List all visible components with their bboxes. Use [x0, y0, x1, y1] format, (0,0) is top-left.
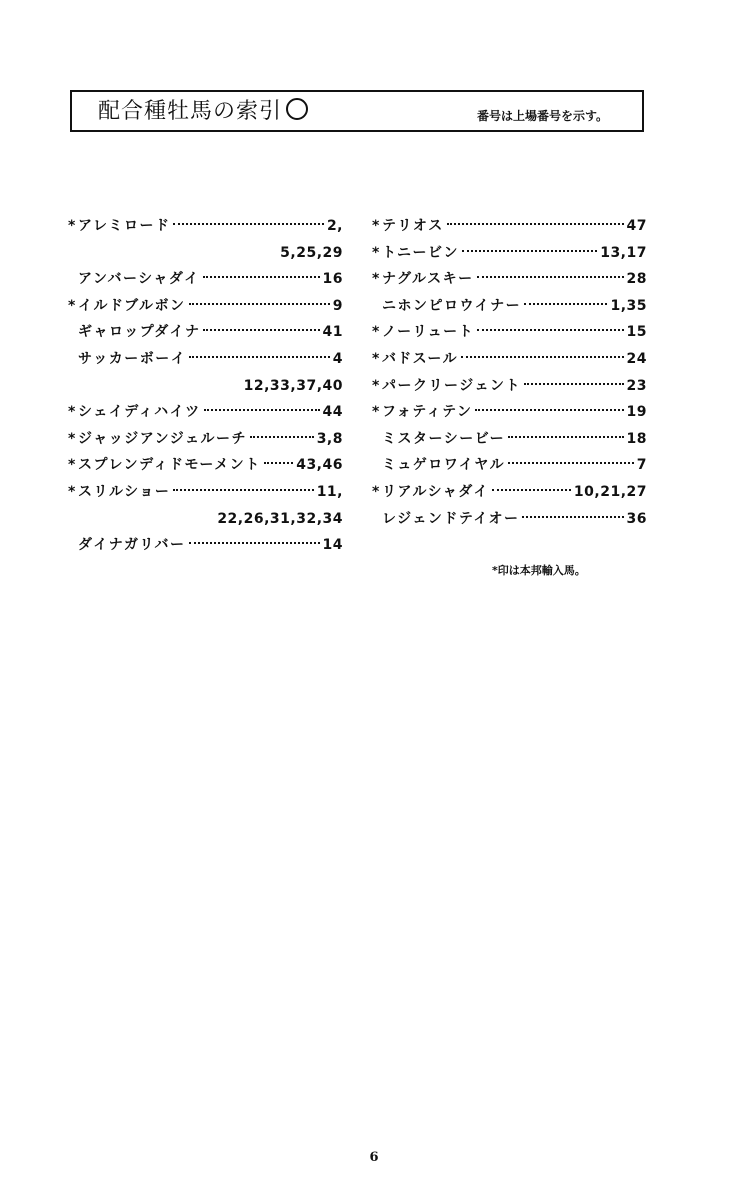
page-numbers: 11,	[316, 483, 343, 500]
page-numbers: 16	[322, 271, 343, 288]
index-entry	[68, 293, 343, 320]
dot-leader	[477, 329, 623, 331]
dot-leader	[508, 462, 634, 464]
dot-leader	[203, 276, 320, 278]
import-footnote: *印は本邦輸入馬。	[492, 564, 586, 577]
dot-leader	[203, 329, 319, 331]
index-title-text: 配合種牡馬の索引	[98, 99, 283, 124]
stallion-name: テリオス	[382, 218, 444, 234]
stallion-name: ナグルスキー	[382, 271, 474, 288]
page-numbers-continued: 22,26,31,32,34	[217, 510, 343, 527]
dot-leader	[264, 462, 293, 464]
stallion-name: ニホンピロウイナー	[382, 297, 522, 314]
import-marker: *	[372, 350, 380, 367]
page-numbers-continued: 12,33,37,40	[243, 377, 343, 394]
index-entry	[68, 213, 343, 240]
index-entry	[68, 346, 343, 373]
stallion-name: パークリージェント	[382, 377, 521, 394]
page-numbers: 10,21,27	[573, 483, 647, 500]
dot-leader	[524, 303, 607, 305]
dot-leader	[492, 489, 571, 491]
stallion-name: アンバーシャダイ	[78, 271, 200, 288]
dot-leader	[173, 489, 313, 491]
dot-leader	[189, 303, 330, 305]
page-numbers: 13,17	[600, 244, 647, 261]
page-numbers-continued: 5,25,29	[280, 244, 343, 261]
dot-leader	[189, 542, 320, 544]
circle-icon	[286, 98, 308, 120]
import-marker: *	[68, 218, 76, 234]
page-numbers: 3,8	[316, 430, 343, 447]
import-marker: *	[372, 483, 380, 500]
import-marker: *	[68, 404, 76, 421]
dot-leader	[475, 409, 623, 411]
import-marker: *	[68, 457, 76, 474]
page-numbers: 44	[322, 404, 343, 421]
stallion-name: イルドブルボン	[78, 297, 186, 314]
page-numbers: 1,35	[610, 297, 647, 314]
dot-leader	[447, 223, 624, 225]
stallion-name: トニービン	[382, 244, 459, 261]
stallion-name: サッカーボーイ	[78, 350, 187, 367]
import-marker: *	[372, 377, 380, 394]
dot-leader	[508, 436, 623, 438]
page-numbers: 41	[322, 324, 343, 341]
dot-leader	[250, 436, 314, 438]
import-marker: *	[68, 483, 76, 500]
index-entry	[68, 452, 343, 479]
stallion-name: スリルショー	[78, 483, 171, 500]
index-entry	[372, 319, 647, 346]
right-index-column	[372, 213, 647, 532]
index-entry	[372, 240, 647, 267]
page-numbers: 36	[626, 510, 647, 527]
index-header-box	[70, 90, 644, 132]
import-marker: *	[68, 297, 76, 314]
dot-leader	[173, 223, 323, 225]
index-entry	[372, 346, 647, 373]
stallion-name: ジャッジアンジェルーチ	[78, 430, 248, 447]
page-numbers: 19	[626, 404, 647, 421]
dot-leader	[461, 356, 623, 358]
stallion-name: リアルシャダイ	[382, 483, 490, 500]
page-numbers: 28	[626, 271, 647, 288]
dot-leader	[477, 276, 624, 278]
index-entry	[372, 373, 647, 400]
stallion-name: アレミロード	[78, 218, 171, 234]
index-entry	[372, 266, 647, 293]
page-numbers: 24	[626, 350, 647, 367]
dot-leader	[462, 250, 597, 252]
dot-leader	[204, 409, 320, 411]
page-numbers: 2,	[326, 218, 343, 234]
index-entry	[372, 213, 647, 240]
page-numbers: 4	[332, 350, 343, 367]
page-numbers: 23	[626, 377, 647, 394]
import-marker: *	[372, 271, 380, 288]
stallion-name: ギャロップダイナ	[78, 324, 201, 341]
index-entry	[372, 399, 647, 426]
index-entry	[68, 266, 343, 293]
index-entry	[68, 399, 343, 426]
index-entry	[68, 426, 343, 453]
stallion-name: ミスターシービー	[382, 430, 506, 447]
page-numbers: 18	[626, 430, 647, 447]
import-marker: *	[372, 404, 380, 421]
dot-leader	[522, 516, 623, 518]
import-marker: *	[372, 218, 380, 234]
dot-leader	[189, 356, 330, 358]
stallion-name: ダイナガリバー	[78, 537, 186, 554]
stallion-name: バドスール	[382, 350, 459, 367]
dot-leader	[524, 383, 624, 385]
page-numbers: 43,46	[296, 457, 343, 474]
page-numbers: 15	[626, 324, 647, 341]
left-index-column	[68, 213, 343, 559]
index-title	[98, 96, 308, 128]
page-numbers: 9	[332, 297, 343, 314]
index-entry	[372, 479, 647, 506]
index-entry	[68, 319, 343, 346]
stallion-name: シェイディハイツ	[78, 404, 201, 421]
header-note: 番号は上場番号を示す。	[476, 109, 608, 123]
import-marker: *	[372, 324, 380, 341]
import-marker: *	[372, 244, 380, 261]
index-entry	[372, 452, 647, 479]
page-number: 6	[369, 1150, 379, 1165]
index-entry	[372, 426, 647, 453]
index-entry	[372, 293, 647, 320]
stallion-name: レジェンドテイオー	[382, 510, 520, 527]
page-numbers: 14	[322, 537, 343, 554]
stallion-name: スプレンディドモーメント	[78, 457, 261, 474]
stallion-name: フォティテン	[382, 404, 473, 421]
page-numbers: 7	[636, 457, 647, 474]
index-entry	[68, 532, 343, 559]
stallion-name: ミュゲロワイヤル	[382, 457, 506, 474]
stallion-name: ノーリュート	[382, 324, 475, 341]
index-entry	[68, 479, 343, 506]
import-marker: *	[68, 430, 76, 447]
index-entry	[372, 506, 647, 533]
page-numbers: 47	[626, 218, 647, 234]
